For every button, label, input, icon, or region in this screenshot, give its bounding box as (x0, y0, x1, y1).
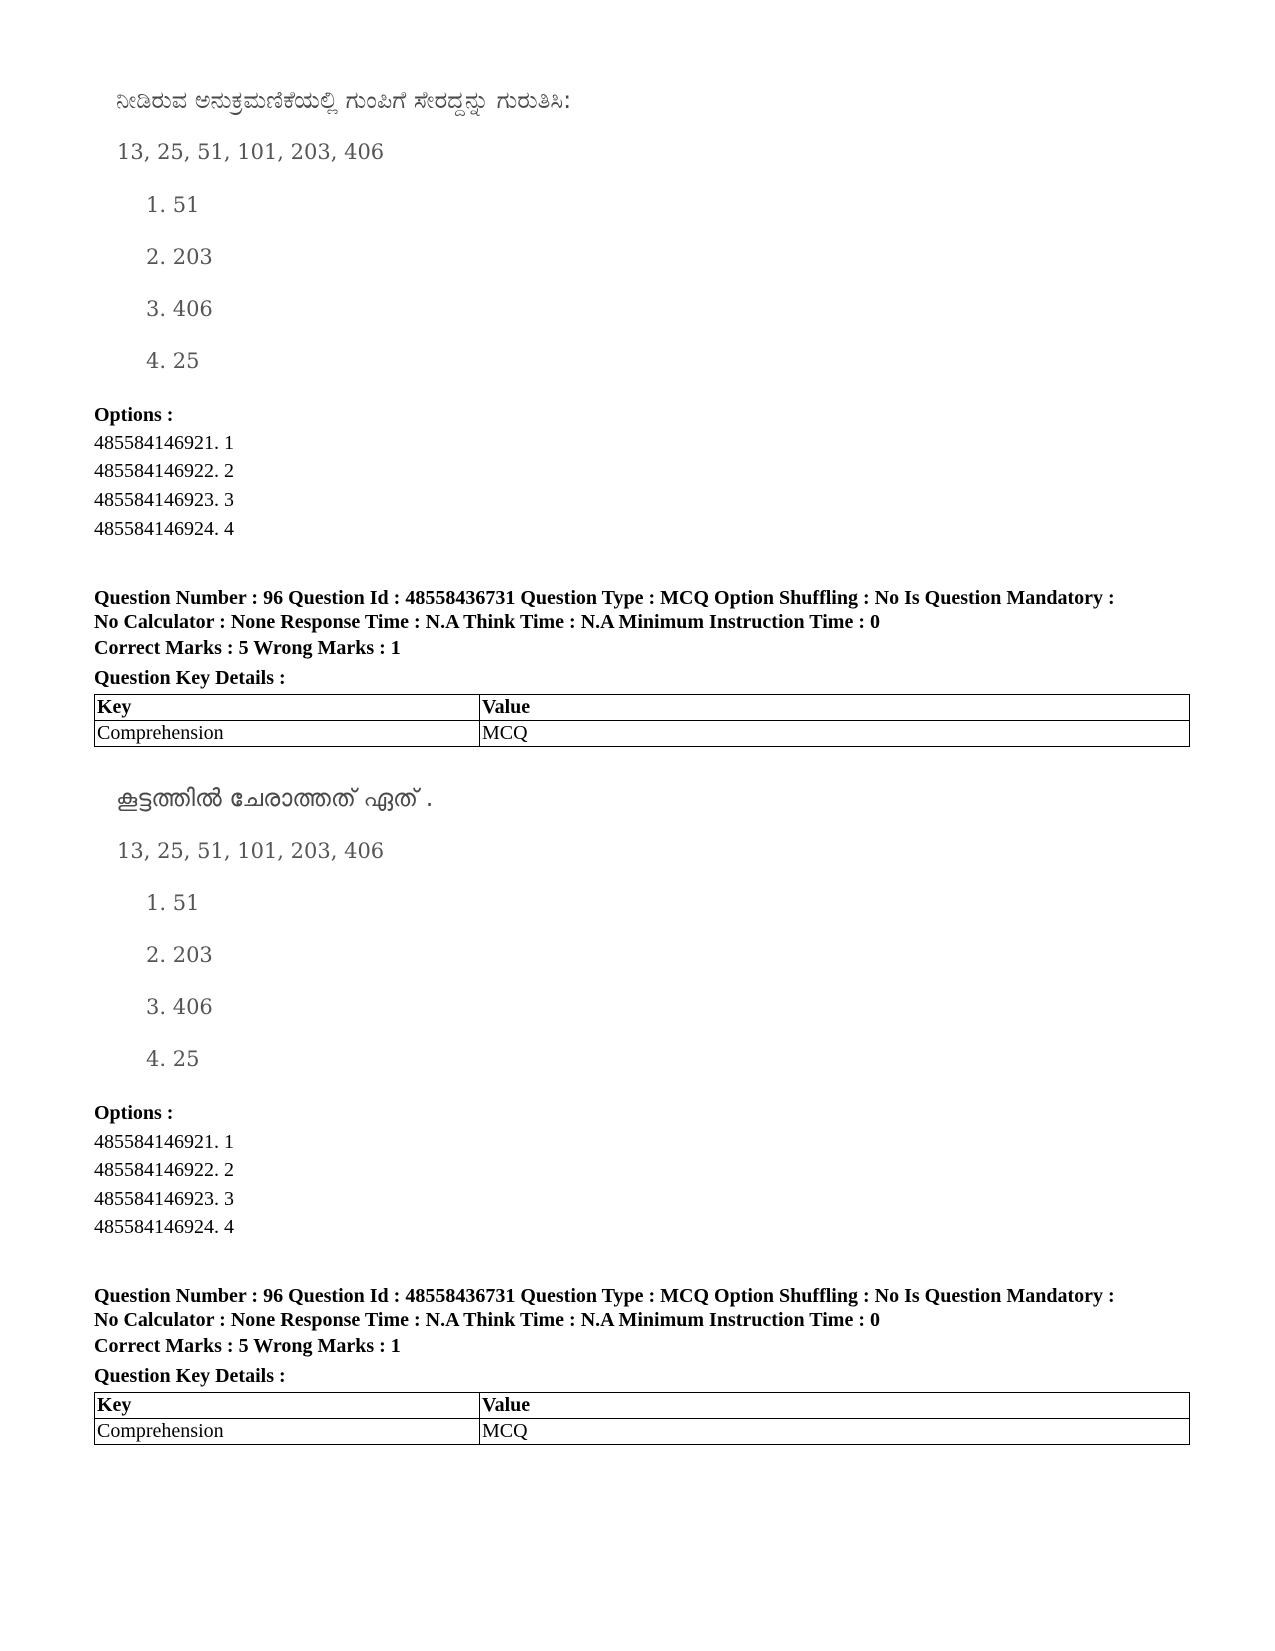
question-sequence: 13, 25, 51, 101, 203, 406 (117, 140, 385, 164)
question-sequence: 13, 25, 51, 101, 203, 406 (117, 839, 385, 863)
key-details-heading: Question Key Details : (94, 667, 286, 689)
options-heading: Options : (94, 404, 174, 426)
option-line: 485584146922. 2 (94, 460, 234, 482)
option-line: 485584146922. 2 (94, 1159, 234, 1181)
options-heading: Options : (94, 1102, 174, 1124)
option-line: 485584146923. 3 (94, 1188, 234, 1210)
option-line: 485584146923. 3 (94, 489, 234, 511)
marks-line: Correct Marks : 5 Wrong Marks : 1 (94, 1335, 401, 1357)
question-meta-line: Question Number : 96 Question Id : 48558436731 Question Type : MCQ Option Shuffling : No Is Question Mandatory : (94, 587, 1115, 609)
table-header-row (95, 695, 1190, 721)
question-meta (94, 1284, 1204, 1332)
question-choice: 3. 406 (146, 995, 213, 1019)
table-header-row (95, 1393, 1190, 1419)
option-line: 485584146921. 1 (94, 1131, 234, 1153)
question-choice: 1. 51 (146, 891, 200, 915)
question-meta-line: No Calculator : None Response Time : N.A Think Time : N.A Minimum Instruction Time : 0 (94, 611, 880, 633)
table-cell: Comprehension (95, 721, 480, 747)
question-meta-line: Question Number : 96 Question Id : 48558436731 Question Type : MCQ Option Shuffling : No Is Question Mandatory : (94, 1285, 1115, 1307)
table-header-cell: Key (95, 695, 480, 721)
table-cell: Comprehension (95, 1419, 480, 1445)
table-cell: MCQ (480, 721, 1190, 747)
question-choice: 4. 25 (146, 349, 200, 373)
table-row (95, 721, 1190, 747)
question-choice: 4. 25 (146, 1047, 200, 1071)
question-choice: 2. 203 (146, 245, 213, 269)
table-header-cell: Value (480, 695, 1190, 721)
key-details-heading: Question Key Details : (94, 1365, 286, 1387)
table-cell: MCQ (480, 1419, 1190, 1445)
question-meta (94, 586, 1204, 634)
option-line: 485584146921. 1 (94, 432, 234, 454)
marks-line: Correct Marks : 5 Wrong Marks : 1 (94, 637, 401, 659)
question-choice: 3. 406 (146, 297, 213, 321)
table-header-cell: Value (480, 1393, 1190, 1419)
question-prompt: ನೀಡಿರುವ ಅನುಕ್ರಮಣಿಕೆಯಲ್ಲಿ ಗುಂಪಿಗೆ ಸೇರದ್ದನ್ನು ಗುರುತಿಸಿ: (116, 86, 572, 114)
table-row (95, 1419, 1190, 1445)
option-line: 485584146924. 4 (94, 1216, 234, 1238)
option-line: 485584146924. 4 (94, 518, 234, 540)
table-header-cell: Key (95, 1393, 480, 1419)
question-choice: 2. 203 (146, 943, 213, 967)
question-meta-line: No Calculator : None Response Time : N.A Think Time : N.A Minimum Instruction Time : 0 (94, 1309, 880, 1331)
key-details-table (94, 694, 1190, 747)
question-choice: 1. 51 (146, 193, 200, 217)
question-prompt: കൂട്ടത്തിൽ ചേരാത്തത് ഏത് . (116, 784, 434, 812)
key-details-table (94, 1392, 1190, 1445)
